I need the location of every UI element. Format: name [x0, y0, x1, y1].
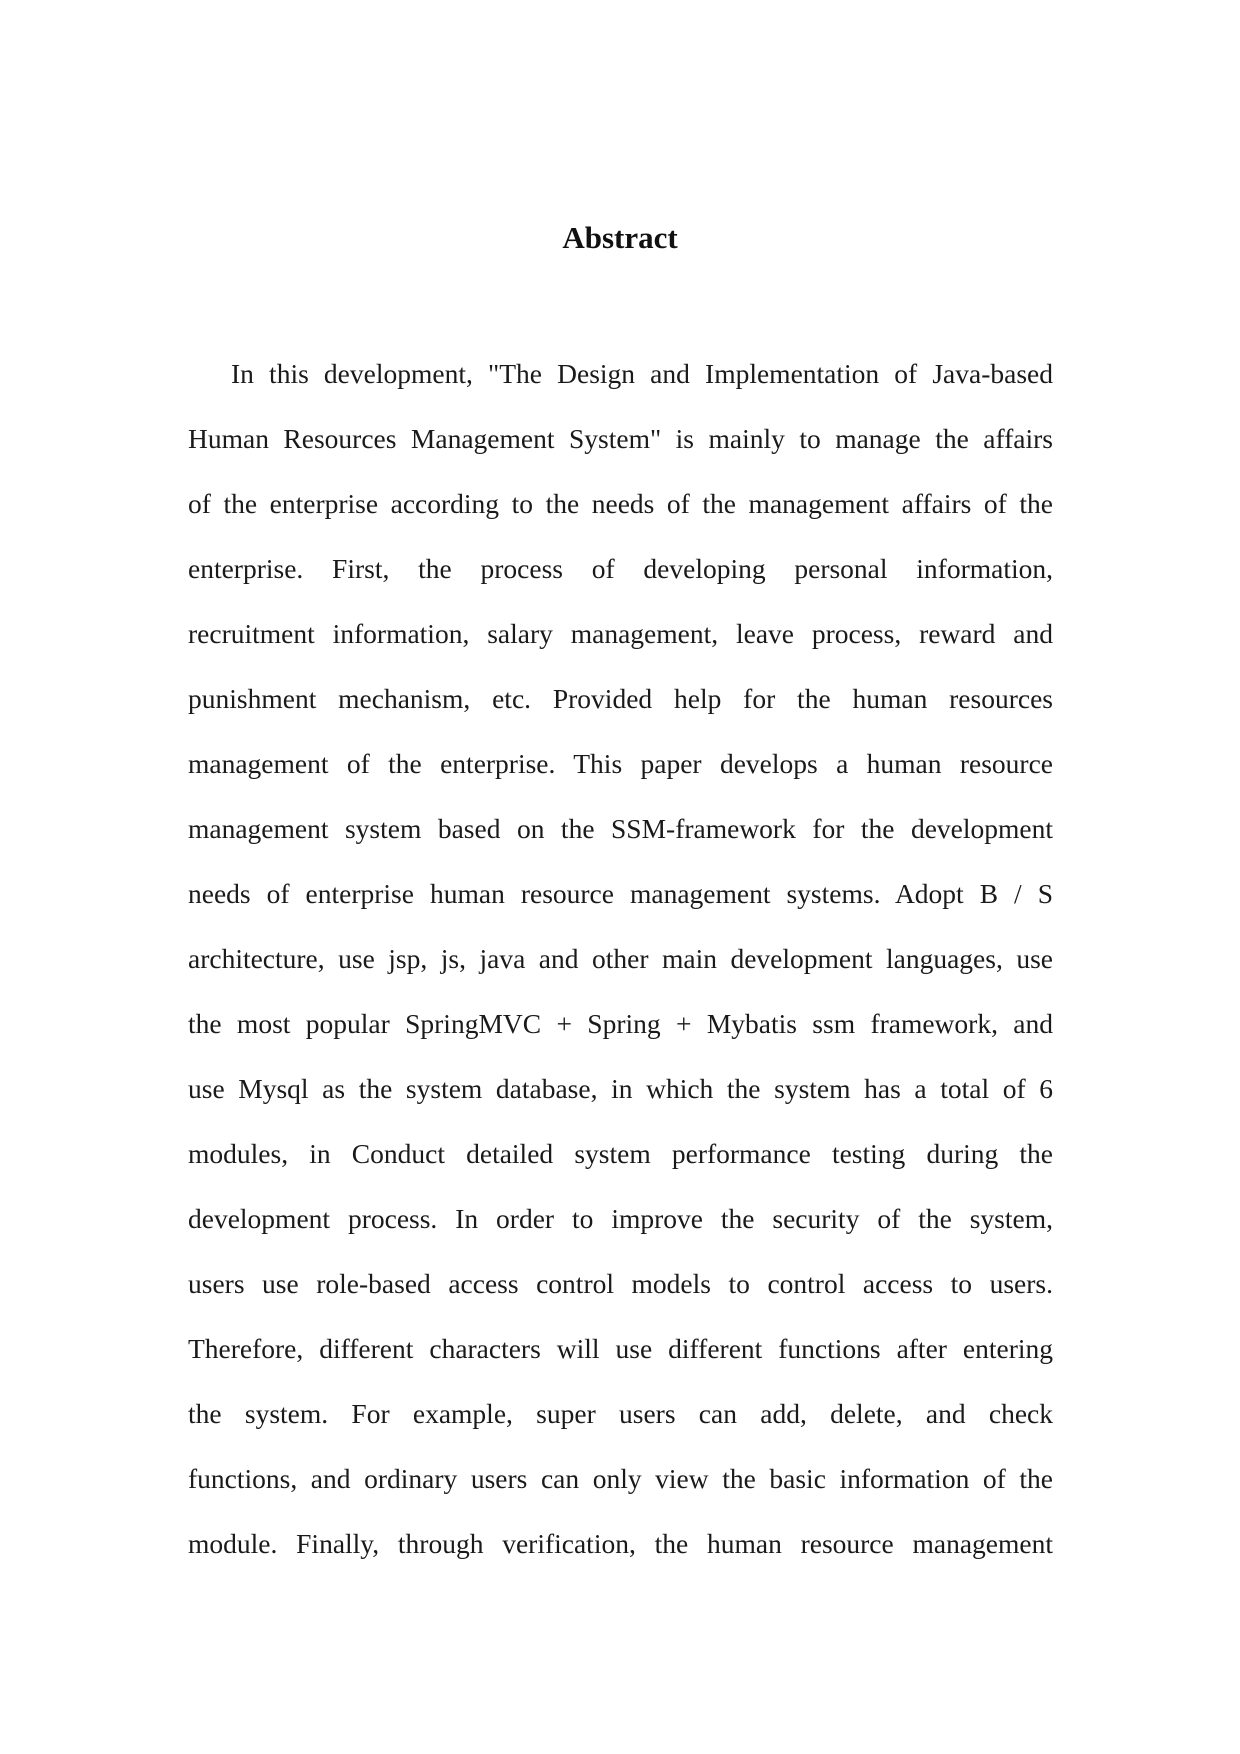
abstract-line: module. Finally, through verification, the human resource management [188, 1528, 1053, 1559]
abstract-line: recruitment information, salary management, leave process, reward and [188, 618, 1053, 649]
abstract-line: Human Resources Management System" is mainly to manage the affairs [188, 423, 1053, 454]
abstract-line: users use role-based access control models to control access to users. [188, 1268, 1053, 1299]
abstract-line: modules, in Conduct detailed system performance testing during the [188, 1138, 1053, 1169]
abstract-line: enterprise. First, the process of developing personal information, [188, 553, 1053, 584]
abstract-line: management system based on the SSM-framework for the development [188, 813, 1053, 844]
abstract-line: use Mysql as the system database, in which the system has a total of 6 [188, 1073, 1053, 1104]
abstract-line: development process. In order to improve the security of the system, [188, 1203, 1053, 1234]
abstract-line: punishment mechanism, etc. Provided help for the human resources [188, 683, 1053, 714]
abstract-line: Therefore, different characters will use different functions after entering [188, 1333, 1053, 1364]
abstract-line: architecture, use jsp, js, java and other main development languages, use [188, 943, 1053, 974]
abstract-title: Abstract [562, 220, 678, 255]
abstract-line: functions, and ordinary users can only view the basic information of the [188, 1463, 1053, 1494]
abstract-line: the system. For example, super users can add, delete, and check [188, 1398, 1053, 1429]
abstract-line: needs of enterprise human resource management systems. Adopt B / S [188, 878, 1053, 909]
abstract-line: management of the enterprise. This paper develops a human resource [188, 748, 1053, 779]
abstract-line: the most popular SpringMVC + Spring + Mybatis ssm framework, and [188, 1008, 1053, 1039]
abstract-body [188, 354, 1053, 1589]
abstract-line: of the enterprise according to the needs of the management affairs of the [188, 488, 1053, 519]
abstract-line: In this development, "The Design and Implementation of Java-based [231, 358, 1053, 389]
